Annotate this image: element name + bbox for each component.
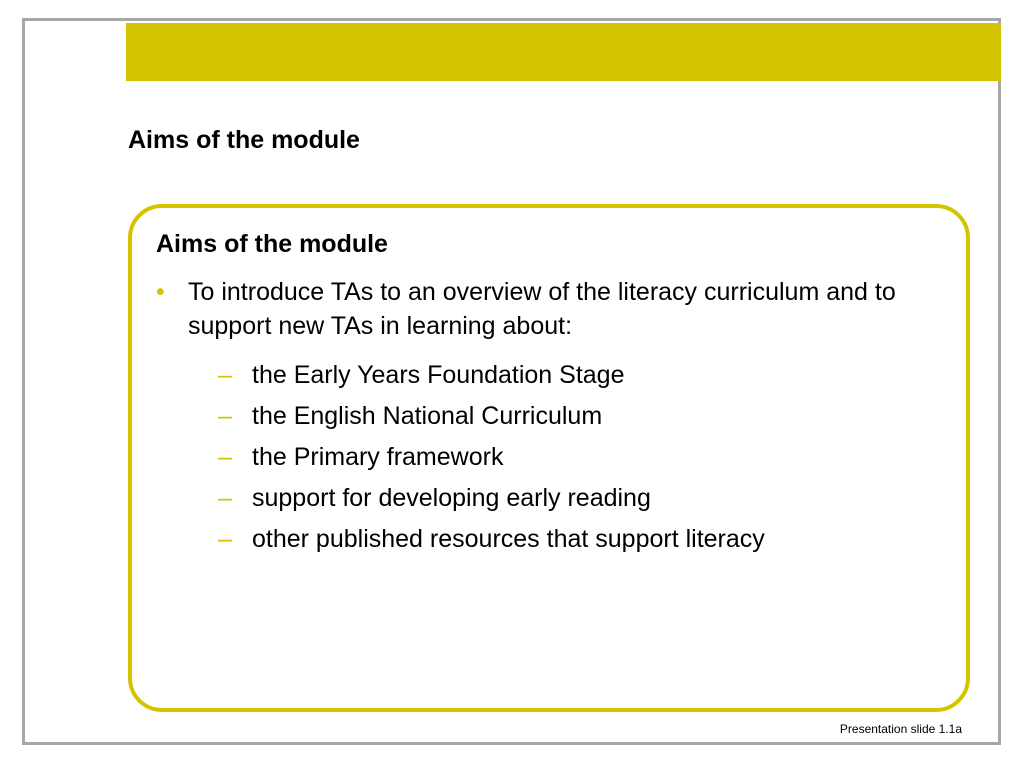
dash-marker: – <box>218 443 232 471</box>
bullet-marker: • <box>156 278 165 306</box>
dash-marker: – <box>218 525 232 553</box>
sub-bullet-text: support for developing early reading <box>252 484 651 512</box>
header-bar <box>126 23 1001 81</box>
sub-bullet-text: the Early Years Foundation Stage <box>252 361 625 389</box>
sub-bullet-text: the English National Curriculum <box>252 402 603 430</box>
slide-title: Aims of the module <box>128 126 360 154</box>
sub-bullet-text: other published resources that support literacy <box>252 525 765 553</box>
dash-marker: – <box>218 402 232 430</box>
dash-marker: – <box>218 361 232 389</box>
sub-bullet-text: the Primary framework <box>252 443 504 471</box>
dash-marker: – <box>218 484 232 512</box>
bullet-text: To introduce TAs to an overview of the literacy curriculum and to support new TAs in learning about: <box>188 278 896 340</box>
slide-footer: Presentation slide 1.1a <box>839 722 962 736</box>
content-heading: Aims of the module <box>156 230 388 258</box>
